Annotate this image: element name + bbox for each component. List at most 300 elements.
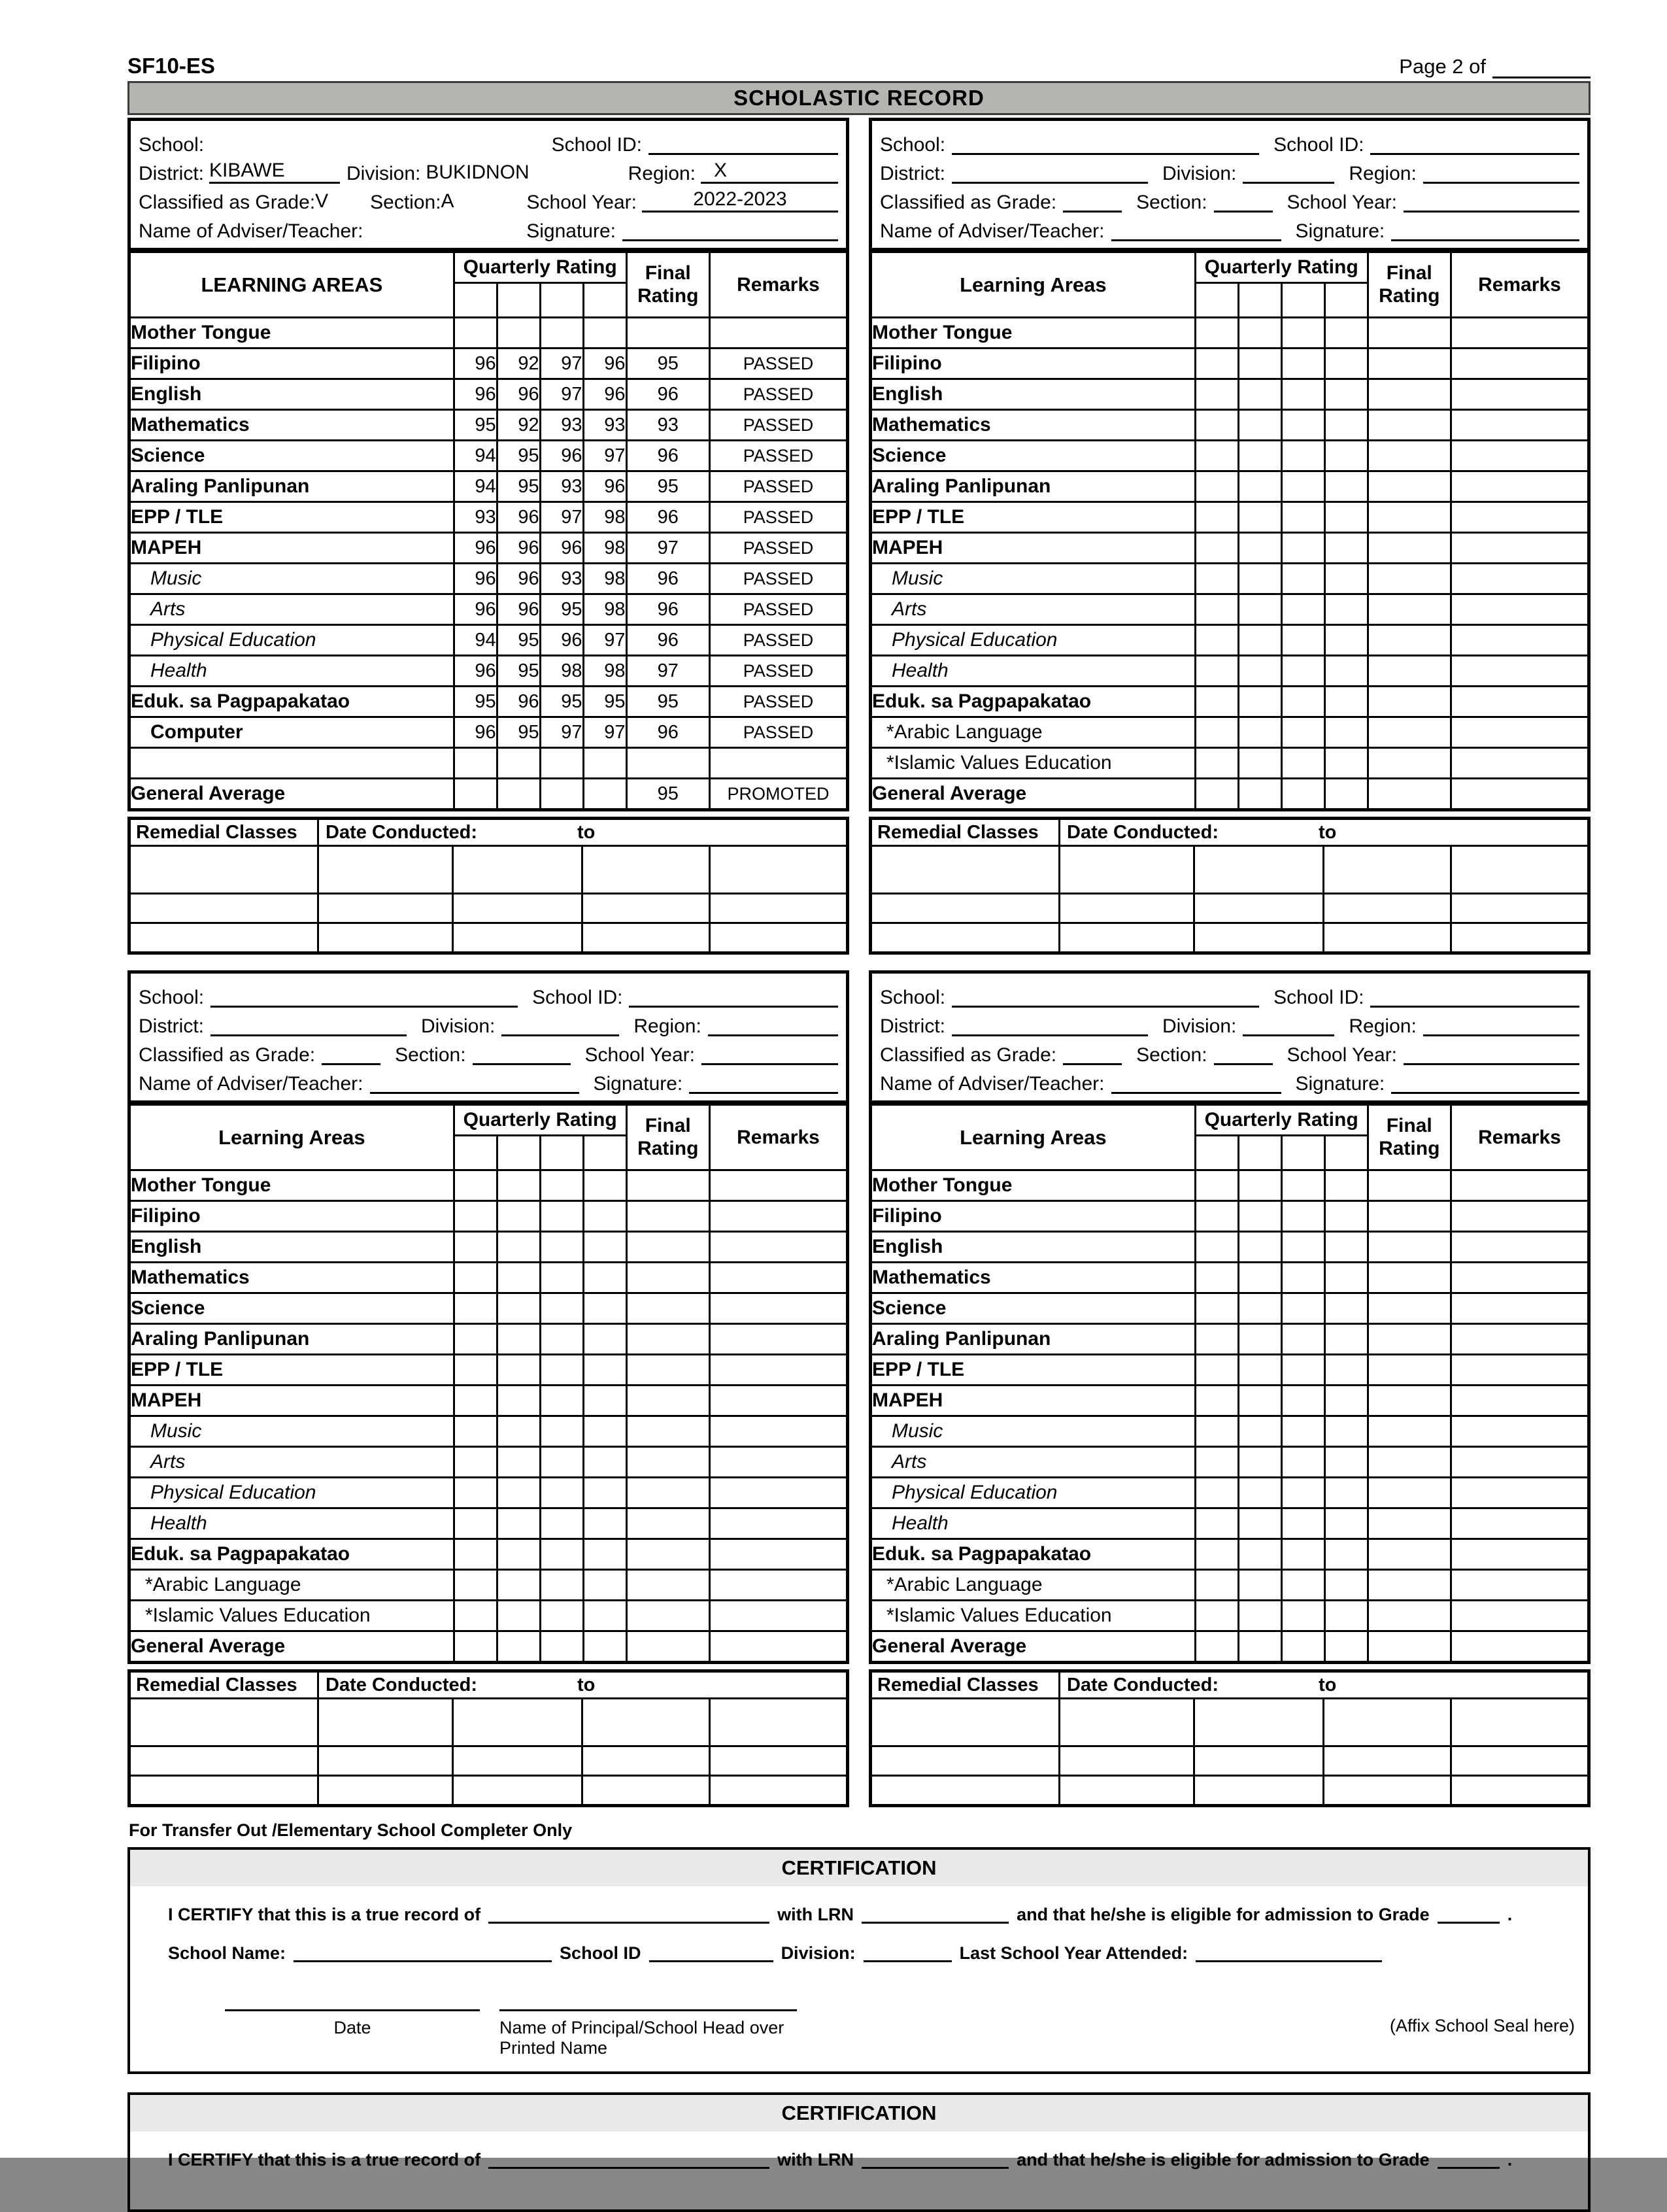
remedial-row <box>129 894 848 923</box>
subject-row <box>129 379 848 410</box>
remarks-value: PASSED <box>709 594 847 625</box>
quarter-3-grade: 93 <box>540 410 583 441</box>
info-row-school <box>880 126 1579 155</box>
division-blank <box>864 1942 952 1962</box>
subject-label: *Arabic Language <box>145 1574 301 1595</box>
subject-label: English <box>131 383 202 405</box>
quarter-4-grade: 93 <box>583 410 626 441</box>
quarter-3-grade: 95 <box>540 594 583 625</box>
grade-blank <box>1063 1044 1122 1065</box>
quarter-3-grade: 95 <box>540 687 583 717</box>
final-rating-value: 96 <box>626 717 709 748</box>
subject-row <box>871 533 1589 564</box>
quarter-2-grade: 92 <box>497 410 540 441</box>
quarter-3-grade: 93 <box>540 471 583 502</box>
final-rating-value: 95 <box>626 349 709 379</box>
subject-label: Science <box>131 1297 205 1319</box>
subject-row <box>871 471 1589 502</box>
quarter-4-grade: 96 <box>583 471 626 502</box>
region-blank <box>1423 1015 1579 1036</box>
quarter-number-header <box>1195 1136 1238 1170</box>
remarks-header: Remarks <box>709 252 847 318</box>
subject-label: Filipino <box>872 1205 942 1227</box>
final-rating-value: 95 <box>626 687 709 717</box>
quarter-2-grade: 95 <box>497 656 540 687</box>
date-line <box>225 1990 480 2011</box>
subject-label: *Islamic Values Education <box>145 1605 371 1626</box>
quarter-3-grade <box>540 748 583 779</box>
signature-blank <box>1391 1072 1579 1094</box>
subject-label: Physical Education <box>892 629 1058 651</box>
school-id-label: School ID: <box>532 986 623 1008</box>
region-value: X <box>701 160 838 184</box>
principal-signature <box>499 1990 797 2058</box>
subject-label: Music <box>892 568 943 589</box>
signature-label: Signature: <box>1295 1072 1385 1095</box>
info-row-school <box>139 979 838 1008</box>
remarks-header: Remarks <box>709 1104 847 1170</box>
remarks-value: PROMOTED <box>709 779 847 810</box>
remedial-column-header <box>129 1699 318 1746</box>
grade-blank <box>322 1044 380 1065</box>
remarks-value: PASSED <box>709 656 847 687</box>
grade-label: Classified as Grade: <box>880 1044 1057 1066</box>
subject-label: Arts <box>150 598 186 620</box>
quarter-4-grade: 97 <box>583 441 626 471</box>
adviser-blank <box>1111 1072 1281 1094</box>
remedial-row <box>129 1776 848 1806</box>
quarter-number-header <box>1324 1136 1368 1170</box>
certification-box-2 <box>127 2092 1591 2212</box>
subject-row <box>129 1263 848 1293</box>
form-code: SF10-ES <box>127 54 215 78</box>
subject-label: *Arabic Language <box>886 721 1043 743</box>
remarks-header: Remarks <box>1451 1104 1589 1170</box>
subject-label: Mathematics <box>131 1267 250 1288</box>
quarter-1-grade: 96 <box>454 656 497 687</box>
subject-row <box>871 687 1589 717</box>
remarks-value: PASSED <box>709 349 847 379</box>
info-row-grade <box>139 1036 838 1065</box>
region-label: Region: <box>628 162 696 184</box>
school-year-blank <box>701 1044 838 1065</box>
quarter-3-grade: 97 <box>540 349 583 379</box>
subject-row <box>129 1416 848 1447</box>
subject-label: Mother Tongue <box>131 322 271 343</box>
remedial-column-header <box>452 1699 582 1746</box>
remedial-column-header <box>582 1699 710 1746</box>
quarter-number-header <box>540 283 583 318</box>
region-label: Region: <box>1349 1015 1417 1037</box>
remarks-value: PASSED <box>709 533 847 564</box>
quarter-3-grade: 97 <box>540 717 583 748</box>
division-label: Division: <box>346 162 421 184</box>
school-id-blank <box>649 1942 773 1962</box>
subject-row <box>129 1508 848 1539</box>
subject-row <box>129 625 848 656</box>
signature-blank <box>689 1072 838 1094</box>
record-panel-top-left <box>127 118 849 955</box>
quarter-4-grade <box>583 318 626 349</box>
school-blank <box>952 133 1259 155</box>
quarter-3-grade <box>540 318 583 349</box>
subject-label: Eduk. sa Pagpapakatao <box>131 690 350 712</box>
quarter-number-header <box>540 1136 583 1170</box>
school-year-value: 2022-2023 <box>642 188 838 213</box>
grade-blank <box>1063 191 1122 213</box>
quarter-1-grade: 96 <box>454 379 497 410</box>
final-rating-value: 93 <box>626 410 709 441</box>
quarter-number-header <box>583 283 626 318</box>
remarks-value: PASSED <box>709 441 847 471</box>
quarter-3-grade <box>540 779 583 810</box>
subject-label: Araling Panlipunan <box>872 1328 1051 1350</box>
quarter-2-grade: 96 <box>497 379 540 410</box>
signature-blank <box>1391 220 1579 241</box>
subject-row <box>871 1170 1589 1201</box>
quarter-4-grade: 96 <box>583 349 626 379</box>
school-info-box <box>869 970 1591 1104</box>
remedial-classes-table <box>127 1669 849 1807</box>
info-row-adviser <box>139 1065 838 1094</box>
remedial-row <box>871 894 1589 923</box>
subject-row <box>129 1386 848 1416</box>
district-label: District: <box>880 162 945 184</box>
quarter-number-header <box>1281 283 1324 318</box>
subject-label: *Islamic Values Education <box>886 1605 1112 1626</box>
subject-label: MAPEH <box>872 537 943 558</box>
quarter-1-grade: 94 <box>454 625 497 656</box>
subject-label: Science <box>872 1297 947 1319</box>
learning-areas-table <box>869 250 1591 811</box>
quarter-number-header <box>583 1136 626 1170</box>
last-school-year-blank <box>1196 1942 1382 1962</box>
subject-row <box>129 1201 848 1232</box>
section-label: Section: <box>1136 1044 1207 1066</box>
subject-label: Health <box>892 1512 949 1534</box>
quarter-number-header <box>454 283 497 318</box>
subject-row <box>129 1631 848 1663</box>
subject-label: Music <box>150 1420 202 1442</box>
school-blank <box>210 986 518 1008</box>
quarter-number-header <box>454 1136 497 1170</box>
school-id-blank <box>1370 133 1579 155</box>
remedial-column-header <box>129 846 318 894</box>
district-label: District: <box>880 1015 945 1037</box>
remarks-value <box>709 318 847 349</box>
info-row-district <box>139 155 838 184</box>
quarter-1-grade: 94 <box>454 441 497 471</box>
subject-row <box>871 717 1589 748</box>
remedial-row <box>871 1746 1589 1776</box>
date-to-label: to <box>1318 1674 1337 1695</box>
info-row-grade <box>880 1036 1579 1065</box>
section-blank <box>1214 1044 1273 1065</box>
subject-label: English <box>872 1236 943 1257</box>
quarterly-rating-header: Quarterly Rating <box>454 1104 626 1136</box>
section-label: Section: <box>1136 191 1207 213</box>
district-value: KIBAWE <box>209 160 340 184</box>
remedial-column-header <box>1194 846 1324 894</box>
subject-row <box>871 1508 1589 1539</box>
quarter-4-grade: 98 <box>583 594 626 625</box>
quarter-2-grade: 96 <box>497 687 540 717</box>
remedial-classes-label: Remedial Classes <box>129 1671 318 1699</box>
subject-label: Physical Education <box>150 629 316 651</box>
final-rating-value: 96 <box>626 625 709 656</box>
signature-label: Signature: <box>526 220 616 242</box>
subject-label: English <box>872 383 943 405</box>
section-label: Section: <box>395 1044 466 1066</box>
date-to-label: to <box>577 821 596 843</box>
school-year-label: School Year: <box>1287 191 1398 213</box>
remedial-column-header <box>1324 846 1451 894</box>
section-value: A <box>441 190 454 212</box>
subject-label: Araling Panlipunan <box>872 475 1051 497</box>
adviser-label: Name of Adviser/Teacher: <box>880 220 1105 242</box>
final-rating-header: Final Rating <box>1368 1104 1451 1170</box>
date-to-label: to <box>1318 821 1337 843</box>
subject-label: Mathematics <box>872 1267 991 1288</box>
quarter-2-grade <box>497 318 540 349</box>
quarter-2-grade <box>497 748 540 779</box>
remedial-column-header <box>1060 846 1194 894</box>
subject-row <box>871 1478 1589 1508</box>
region-label: Region: <box>633 1015 701 1037</box>
subject-row <box>871 594 1589 625</box>
subject-row <box>871 779 1589 810</box>
subject-row <box>129 410 848 441</box>
subject-label: English <box>131 1236 202 1257</box>
final-rating-header: Final Rating <box>626 252 709 318</box>
quarter-4-grade: 97 <box>583 625 626 656</box>
remedial-column-header <box>871 846 1060 894</box>
region-label: Region: <box>1349 162 1417 184</box>
adviser-label: Name of Adviser/Teacher: <box>139 220 363 242</box>
record-panel-bottom-left <box>127 970 849 1807</box>
signature-label: Signature: <box>1295 220 1385 242</box>
final-rating-value: 96 <box>626 502 709 533</box>
district-blank <box>952 1015 1148 1036</box>
quarter-4-grade: 98 <box>583 656 626 687</box>
remarks-header: Remarks <box>1451 252 1589 318</box>
remedial-classes-table <box>869 817 1591 955</box>
subject-label: *Arabic Language <box>886 1574 1043 1595</box>
school-id-blank <box>648 133 838 155</box>
info-row-adviser <box>880 1065 1579 1094</box>
info-row-adviser <box>880 213 1579 241</box>
subject-label: Health <box>150 660 207 681</box>
quarter-1-grade: 94 <box>454 471 497 502</box>
quarter-number-header <box>497 1136 540 1170</box>
quarterly-rating-header: Quarterly Rating <box>1195 252 1368 283</box>
subject-label: Mother Tongue <box>131 1174 271 1196</box>
student-name-blank <box>488 2149 769 2169</box>
remedial-column-header <box>709 1699 847 1746</box>
school-year-label: School Year: <box>1287 1044 1398 1066</box>
date-label: Date <box>333 2018 371 2037</box>
subject-label: General Average <box>131 783 286 804</box>
quarter-4-grade <box>583 779 626 810</box>
quarter-number-header <box>1238 1136 1281 1170</box>
adviser-label: Name of Adviser/Teacher: <box>880 1072 1105 1095</box>
info-row-school <box>139 126 838 155</box>
subject-row <box>871 1355 1589 1386</box>
subject-label: General Average <box>131 1635 286 1657</box>
school-id-label: School ID: <box>1273 133 1364 156</box>
subject-row <box>129 349 848 379</box>
subject-label: Mother Tongue <box>872 1174 1013 1196</box>
section-blank <box>1214 191 1273 213</box>
school-label: School: <box>880 133 946 156</box>
remedial-column-header <box>1324 1699 1451 1746</box>
quarter-3-grade: 97 <box>540 379 583 410</box>
section-label: Section: <box>370 191 441 213</box>
school-id-blank <box>1370 986 1579 1008</box>
quarter-2-grade: 95 <box>497 441 540 471</box>
remarks-value: PASSED <box>709 410 847 441</box>
subject-label: Science <box>872 445 947 466</box>
school-id-label: School ID: <box>1273 986 1364 1008</box>
quarter-1-grade <box>454 318 497 349</box>
school-year-blank <box>1404 191 1579 213</box>
signature-blank <box>622 220 838 241</box>
final-rating-value: 95 <box>626 779 709 810</box>
remedial-column-header <box>1451 1699 1589 1746</box>
quarter-number-header <box>497 283 540 318</box>
grade-label: Classified as Grade: <box>139 1044 316 1066</box>
page-header <box>127 51 1591 78</box>
quarter-2-grade: 96 <box>497 502 540 533</box>
subject-row <box>871 625 1589 656</box>
subject-row <box>871 441 1589 471</box>
subject-label: EPP / TLE <box>131 506 224 528</box>
school-id-blank <box>629 986 838 1008</box>
learning-areas-table <box>127 250 849 811</box>
subject-label: Mathematics <box>872 414 991 435</box>
subject-label: MAPEH <box>131 1389 202 1411</box>
date-conducted-cell <box>318 819 848 846</box>
subject-row <box>129 1232 848 1263</box>
final-rating-value: 97 <box>626 656 709 687</box>
subject-label: Araling Panlipunan <box>131 475 310 497</box>
quarter-2-grade: 96 <box>497 594 540 625</box>
quarter-4-grade <box>583 748 626 779</box>
subject-row <box>871 1539 1589 1570</box>
subject-label: Science <box>131 445 205 466</box>
quarter-1-grade <box>454 748 497 779</box>
date-conducted-label: Date Conducted: <box>1067 821 1219 843</box>
grade-value: V <box>315 190 329 212</box>
adviser-blank <box>1111 220 1281 241</box>
subject-row <box>871 318 1589 349</box>
subject-label: Arts <box>892 598 927 620</box>
quarter-1-grade <box>454 779 497 810</box>
remarks-value: PASSED <box>709 471 847 502</box>
subject-row <box>871 410 1589 441</box>
subject-label: General Average <box>872 1635 1027 1657</box>
quarter-2-grade: 95 <box>497 471 540 502</box>
subject-label: Music <box>892 1420 943 1442</box>
subject-row <box>129 594 848 625</box>
quarter-2-grade: 96 <box>497 564 540 594</box>
school-info-box <box>127 118 849 251</box>
division-blank <box>1243 162 1334 184</box>
quarterly-rating-header: Quarterly Rating <box>454 252 626 283</box>
final-rating-value: 96 <box>626 594 709 625</box>
subject-row <box>871 1447 1589 1478</box>
subject-row <box>871 656 1589 687</box>
remedial-classes-label: Remedial Classes <box>871 819 1060 846</box>
school-seal-label: (Affix School Seal here) <box>1389 2016 1575 2035</box>
certify-line-2: School Name: School ID Division: Last School Year Attended: <box>130 1942 1588 1964</box>
remedial-column-header <box>1060 1699 1194 1746</box>
learning-areas-header: Learning Areas <box>871 1104 1196 1170</box>
final-rating-value: 96 <box>626 564 709 594</box>
division-value: BUKIDNON <box>426 162 530 183</box>
school-year-label: School Year: <box>584 1044 696 1066</box>
division-label: Division: <box>1162 1015 1237 1037</box>
subject-label: MAPEH <box>872 1389 943 1411</box>
quarter-number-header <box>1195 283 1238 318</box>
district-label: District: <box>139 162 204 184</box>
remedial-column-header <box>1451 846 1589 894</box>
region-blank <box>708 1015 838 1036</box>
subject-label: General Average <box>872 783 1027 804</box>
learning-areas-table <box>127 1102 849 1664</box>
quarter-2-grade <box>497 779 540 810</box>
quarter-1-grade: 93 <box>454 502 497 533</box>
quarter-1-grade: 96 <box>454 349 497 379</box>
record-panel-bottom-right <box>869 970 1591 1807</box>
subject-label: Eduk. sa Pagpapakatao <box>131 1543 350 1565</box>
subject-label: Filipino <box>131 1205 201 1227</box>
school-name-blank <box>294 1942 552 1962</box>
subject-label: Mathematics <box>131 414 250 435</box>
final-rating-header: Final Rating <box>626 1104 709 1170</box>
date-conducted-label: Date Conducted: <box>326 821 478 843</box>
info-row-grade <box>139 184 838 213</box>
division-label: Division: <box>1162 162 1237 184</box>
grade-blank <box>1438 1903 1500 1924</box>
signature-row <box>130 1990 1588 2058</box>
subject-label: Eduk. sa Pagpapakatao <box>872 1543 1092 1565</box>
quarter-1-grade: 95 <box>454 687 497 717</box>
subject-label: Mother Tongue <box>872 322 1013 343</box>
final-rating-value: 96 <box>626 441 709 471</box>
grade-blank <box>1438 2149 1500 2169</box>
quarter-2-grade: 95 <box>497 625 540 656</box>
subject-label: Eduk. sa Pagpapakatao <box>872 690 1092 712</box>
subject-row <box>129 1570 848 1601</box>
quarter-4-grade: 95 <box>583 687 626 717</box>
info-row-adviser <box>139 213 838 241</box>
school-info-box <box>869 118 1591 251</box>
school-year-blank <box>1404 1044 1579 1065</box>
remarks-value: PASSED <box>709 379 847 410</box>
date-conducted-label: Date Conducted: <box>1067 1674 1219 1695</box>
subject-label: Health <box>150 1512 207 1534</box>
district-label: District: <box>139 1015 204 1037</box>
principal-line <box>499 1990 797 2011</box>
subject-row <box>871 1570 1589 1601</box>
quarter-4-grade: 97 <box>583 717 626 748</box>
transfer-note: For Transfer Out /Elementary School Completer Only <box>129 1820 573 1840</box>
remarks-value: PASSED <box>709 502 847 533</box>
section-blank <box>473 1044 571 1065</box>
remedial-classes-label: Remedial Classes <box>871 1671 1060 1699</box>
quarter-number-header <box>1281 1136 1324 1170</box>
